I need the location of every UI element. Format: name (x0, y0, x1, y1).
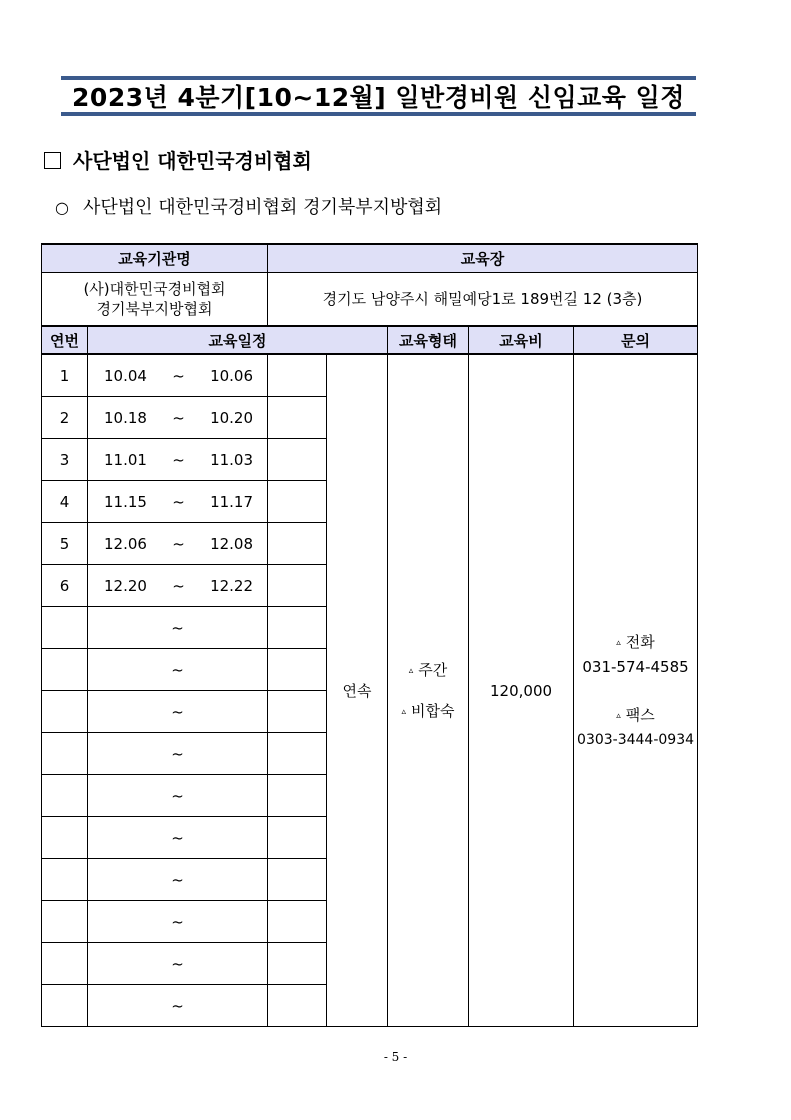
org-name-line2: 경기북부지방협회 (96, 300, 213, 318)
row-no: 4 (42, 481, 88, 523)
contact-cell (574, 354, 698, 1027)
row-date-range (88, 775, 268, 817)
row-no (42, 943, 88, 985)
row-no: 3 (42, 439, 88, 481)
page-title-box (61, 76, 696, 116)
row-tilde: ~ (171, 660, 184, 679)
row-tilde: ~ (171, 702, 184, 721)
row-extra-cell (268, 985, 327, 1027)
fee-cell: 120,000 (469, 354, 574, 1027)
row-date-range (88, 649, 268, 691)
row-date-range (88, 943, 268, 985)
row-end-date: 12.22 (210, 576, 254, 595)
row-no: 6 (42, 565, 88, 607)
org-header: 교육기관명 (42, 244, 268, 273)
triangle-bullet-icon: ▵ (401, 706, 407, 717)
row-extra-cell (268, 397, 327, 439)
row-extra-cell (268, 733, 327, 775)
type-line2: 비합숙 (411, 701, 455, 720)
schedule-table (41, 243, 697, 1027)
col-no-header: 연번 (42, 326, 88, 354)
row-extra-cell (268, 439, 327, 481)
fax-number: 0303-3444-0934 (577, 731, 695, 748)
row-date-range (88, 985, 268, 1027)
row-end-date: 11.03 (210, 450, 254, 469)
row-extra-cell (268, 607, 327, 649)
row-date-range (88, 901, 268, 943)
circle-bullet-icon: ○ (55, 198, 69, 217)
row-extra-cell (268, 817, 327, 859)
row-end-date: 12.08 (210, 534, 254, 553)
org-name-cell (42, 273, 268, 327)
row-extra-cell (268, 691, 327, 733)
row-no: 5 (42, 523, 88, 565)
row-end-date: 10.20 (210, 408, 254, 427)
row-date-range (88, 607, 268, 649)
row-no (42, 607, 88, 649)
row-extra-cell (268, 565, 327, 607)
row-date-range (88, 733, 268, 775)
row-extra-cell (268, 775, 327, 817)
row-date-range (88, 817, 268, 859)
row-tilde: ~ (171, 912, 184, 931)
row-end-date: 10.06 (210, 366, 254, 385)
col-schedule-header: 교육일정 (88, 326, 388, 354)
checkbox-square-icon (44, 152, 61, 169)
triangle-bullet-icon: ▵ (408, 665, 414, 676)
row-tilde: ~ (172, 492, 185, 511)
row-no (42, 691, 88, 733)
phone-number: 031-574-4585 (582, 657, 689, 676)
row-date-range (88, 481, 268, 523)
row-start-date: 11.01 (104, 450, 147, 469)
col-contact-header: 문의 (574, 326, 698, 354)
row-no: 2 (42, 397, 88, 439)
row-extra-cell (268, 354, 327, 397)
row-tilde: ~ (172, 408, 185, 427)
row-no (42, 817, 88, 859)
row-no (42, 775, 88, 817)
row-tilde: ~ (171, 618, 184, 637)
section-heading-text: 사단법인 대한민국경비협회 (73, 149, 312, 173)
col-fee-header: 교육비 (469, 326, 574, 354)
page-number: - 5 - (383, 1050, 408, 1064)
row-date-range (88, 691, 268, 733)
phone-label: 전화 (625, 632, 655, 651)
row-tilde: ~ (172, 366, 185, 385)
row-date-range (88, 523, 268, 565)
row-end-date: 11.17 (210, 492, 254, 511)
venue-cell: 경기도 남양주시 해밀예당1로 189번길 12 (3층) (268, 273, 698, 327)
row-date-range (88, 354, 268, 397)
row-tilde: ~ (171, 870, 184, 889)
row-tilde: ~ (172, 576, 185, 595)
sub-heading (55, 193, 442, 219)
row-tilde: ~ (171, 828, 184, 847)
row-no (42, 985, 88, 1027)
row-extra-cell (268, 943, 327, 985)
venue-header: 교육장 (268, 244, 698, 273)
sub-heading-text: 사단법인 대한민국경비협회 경기북부지방협회 (82, 197, 443, 218)
row-extra-cell (268, 523, 327, 565)
row-tilde: ~ (171, 954, 184, 973)
row-no (42, 733, 88, 775)
mode-cell: 연속 (327, 354, 388, 1027)
row-no (42, 649, 88, 691)
row-date-range (88, 859, 268, 901)
row-start-date: 11.15 (104, 492, 147, 511)
type-cell (388, 354, 469, 1027)
fax-label: 팩스 (625, 705, 655, 724)
row-start-date: 10.04 (104, 366, 147, 385)
page-title: 2023년 4분기[10~12월] 일반경비원 신임교육 일정 (72, 83, 685, 112)
row-tilde: ~ (171, 744, 184, 763)
row-extra-cell (268, 859, 327, 901)
row-date-range (88, 397, 268, 439)
row-tilde: ~ (171, 786, 184, 805)
row-no: 1 (42, 354, 88, 397)
triangle-bullet-icon: ▵ (616, 637, 621, 648)
row-start-date: 12.20 (104, 576, 147, 595)
row-no (42, 859, 88, 901)
triangle-bullet-icon: ▵ (616, 710, 621, 721)
row-extra-cell (268, 481, 327, 523)
table-row (42, 354, 698, 397)
row-tilde: ~ (172, 534, 185, 553)
row-start-date: 10.18 (104, 408, 147, 427)
row-date-range (88, 439, 268, 481)
row-tilde: ~ (171, 996, 184, 1015)
type-line1: 주간 (418, 660, 448, 679)
row-date-range (88, 565, 268, 607)
row-start-date: 12.06 (104, 534, 147, 553)
row-no (42, 901, 88, 943)
row-tilde: ~ (172, 450, 185, 469)
org-name-line1: (사)대한민국경비협회 (83, 280, 226, 298)
row-extra-cell (268, 901, 327, 943)
col-type-header: 교육형태 (388, 326, 469, 354)
section-heading (44, 145, 312, 174)
row-extra-cell (268, 649, 327, 691)
